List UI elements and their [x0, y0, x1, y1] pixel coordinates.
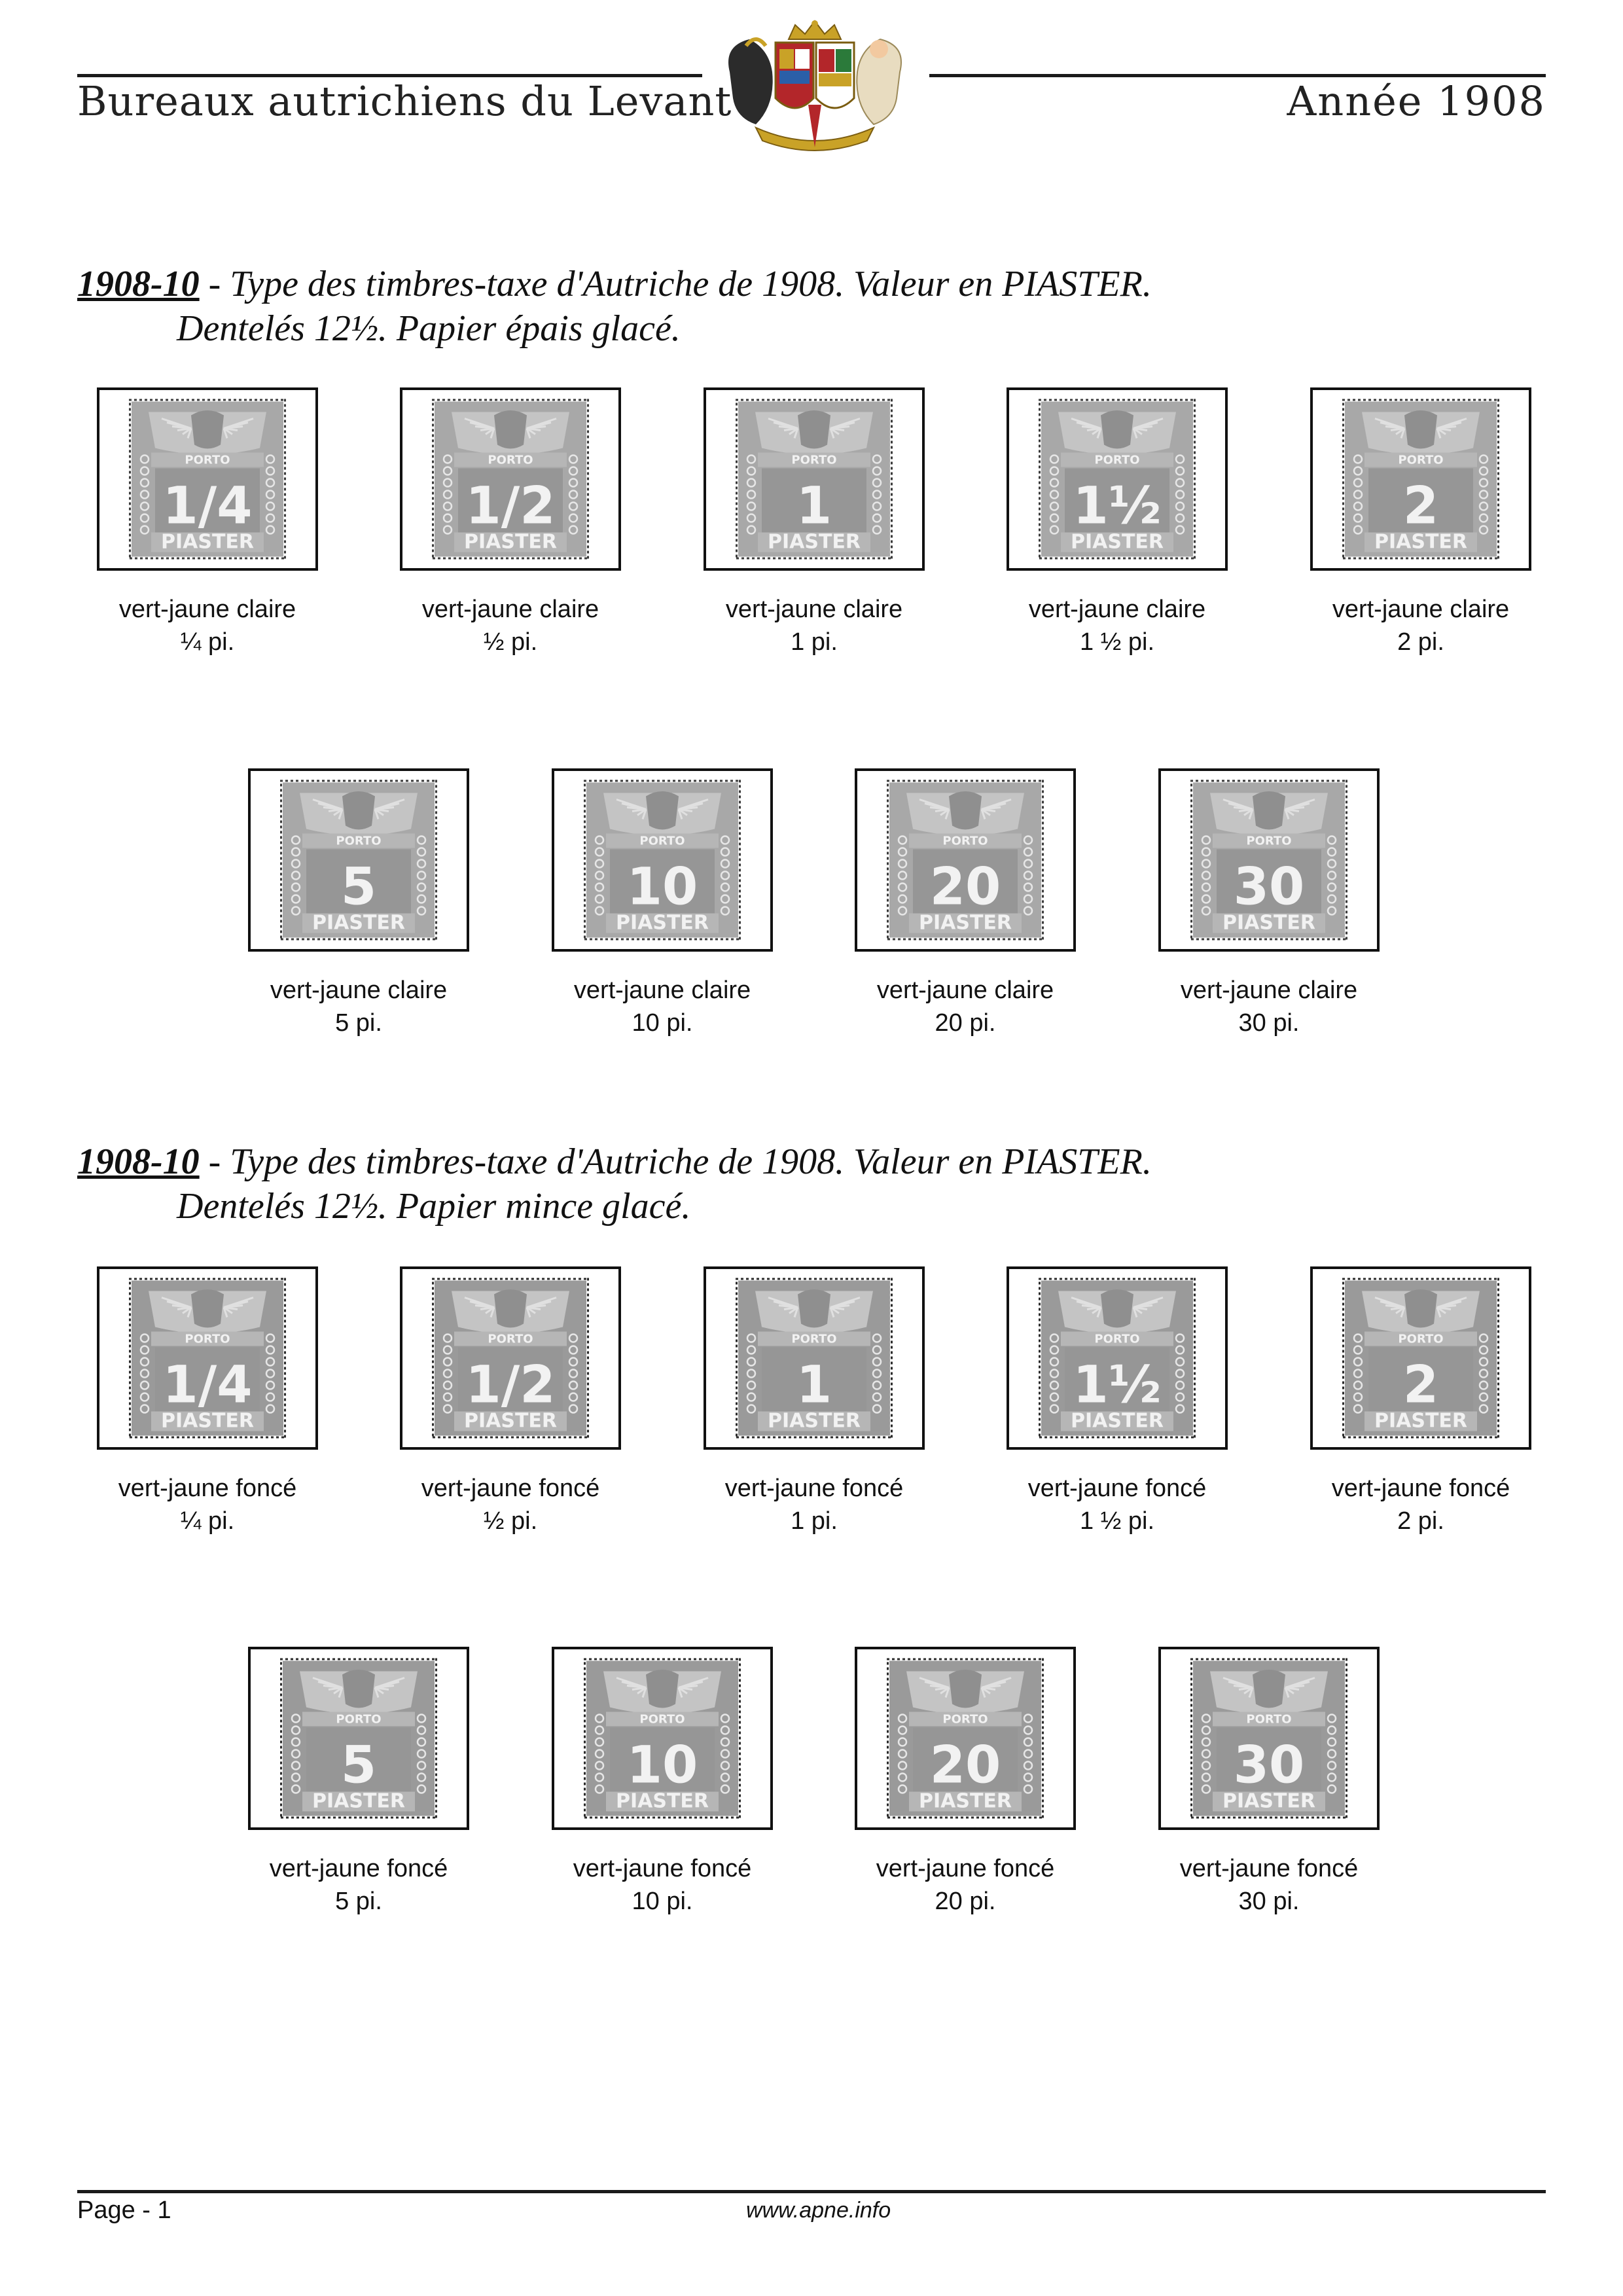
header-right-title: Année 1908 — [1287, 77, 1546, 125]
stamp-caption — [683, 1472, 945, 1537]
stamp-frame — [1158, 1647, 1380, 1830]
stamp-numeral: 30 — [1233, 857, 1305, 917]
stamp-porto-label: PORTO — [1246, 834, 1292, 848]
stamp-value: ¼ pi. — [180, 628, 235, 656]
stamp-porto-label: PORTO — [488, 1332, 533, 1346]
stamp-value: 1 pi. — [791, 1507, 838, 1535]
stamp-currency-label: PIASTER — [1222, 1789, 1316, 1813]
stamp-value: 30 pi. — [1238, 1888, 1300, 1915]
stamp-frame — [1310, 1266, 1531, 1450]
stamp-porto-label: PORTO — [1398, 1332, 1444, 1346]
postage-due-stamp-image — [1190, 780, 1347, 941]
stamp-numeral: 1/2 — [465, 1355, 556, 1415]
stamp-porto-label: PORTO — [942, 1712, 988, 1727]
stamp-currency-label: PIASTER — [160, 1409, 255, 1433]
stamp-frame — [97, 387, 318, 571]
postage-due-stamp-image — [129, 1278, 286, 1439]
stamp-value: ¼ pi. — [180, 1507, 235, 1535]
stamp-numeral: 20 — [929, 1736, 1001, 1795]
stamp-frame — [704, 387, 925, 571]
section-year: 1908-10 — [77, 264, 200, 304]
stamp-currency-label: PIASTER — [463, 1409, 558, 1433]
stamp-caption — [228, 974, 490, 1039]
stamp-numeral: 1/4 — [162, 476, 253, 536]
stamp-value: 1 ½ pi. — [1079, 628, 1155, 656]
stamp-color: vert-jaune claire — [118, 596, 296, 623]
stamp-numeral: 30 — [1233, 1736, 1305, 1795]
stamp-value: 10 pi. — [632, 1888, 693, 1915]
stamp-porto-label: PORTO — [1094, 453, 1140, 467]
stamp-currency-label: PIASTER — [918, 1789, 1012, 1813]
stamp-porto-label: PORTO — [336, 1712, 382, 1727]
stamp-porto-label: PORTO — [942, 834, 988, 848]
stamp-caption — [834, 1852, 1096, 1918]
stamp-color: vert-jaune claire — [1028, 596, 1206, 623]
stamp-caption — [1290, 593, 1552, 658]
postage-due-stamp-image — [1039, 1278, 1196, 1439]
stamp-color: vert-jaune foncé — [724, 1475, 904, 1502]
stamp-numeral: 1/2 — [465, 476, 556, 536]
section-line1: - Type des timbres-taxe d'Autriche de 1908. Valeur en PIASTER. — [199, 1141, 1152, 1182]
stamp-value: 5 pi. — [335, 1888, 382, 1915]
postage-due-stamp-image — [1039, 399, 1196, 560]
header-left-title: Bureaux autrichiens du Levant — [77, 77, 732, 125]
stamp-frame — [248, 1647, 469, 1830]
stamp-porto-label: PORTO — [336, 834, 382, 848]
stamp-color: vert-jaune foncé — [1027, 1475, 1207, 1502]
stamp-frame — [552, 1647, 773, 1830]
stamp-porto-label: PORTO — [791, 1332, 837, 1346]
stamp-porto-label: PORTO — [185, 1332, 230, 1346]
stamp-color: vert-jaune claire — [876, 977, 1054, 1004]
stamp-color: vert-jaune foncé — [876, 1855, 1055, 1882]
stamp-value: 10 pi. — [632, 1009, 693, 1037]
stamp-currency-label: PIASTER — [767, 1409, 861, 1433]
stamp-currency-label: PIASTER — [1374, 530, 1468, 554]
section-year: 1908-10 — [77, 1141, 200, 1182]
stamp-numeral: 10 — [626, 857, 698, 917]
postage-due-stamp-image — [584, 780, 741, 941]
stamp-frame — [1310, 387, 1531, 571]
stamp-caption — [1138, 1852, 1400, 1918]
stamp-color: vert-jaune claire — [1180, 977, 1358, 1004]
stamp-color: vert-jaune claire — [725, 596, 903, 623]
stamp-porto-label: PORTO — [639, 1712, 685, 1727]
stamp-caption — [1290, 1472, 1552, 1537]
stamp-numeral: 1½ — [1073, 476, 1162, 536]
stamp-value: 2 pi. — [1397, 628, 1444, 656]
stamp-currency-label: PIASTER — [1070, 530, 1164, 554]
stamp-frame — [248, 768, 469, 952]
stamp-frame — [855, 768, 1076, 952]
postage-due-stamp-image — [1342, 399, 1499, 560]
postage-due-stamp-image — [1342, 1278, 1499, 1439]
stamp-value: 5 pi. — [335, 1009, 382, 1037]
stamp-caption — [77, 1472, 338, 1537]
stamp-currency-label: PIASTER — [615, 911, 709, 935]
stamp-value: ½ pi. — [483, 1507, 538, 1535]
page-number: Page - 1 — [77, 2197, 171, 2224]
stamp-numeral: 1½ — [1073, 1355, 1162, 1415]
stamp-currency-label: PIASTER — [312, 1789, 406, 1813]
postage-due-stamp-image — [432, 1278, 589, 1439]
stamp-color: vert-jaune foncé — [573, 1855, 752, 1882]
stamp-numeral: 20 — [929, 857, 1001, 917]
stamp-numeral: 5 — [340, 857, 377, 917]
postage-due-stamp-image — [736, 1278, 893, 1439]
stamp-caption — [228, 1852, 490, 1918]
stamp-caption — [1138, 974, 1400, 1039]
stamp-porto-label: PORTO — [1246, 1712, 1292, 1727]
stamp-porto-label: PORTO — [1398, 453, 1444, 467]
section-title — [77, 262, 1152, 351]
stamp-caption — [683, 593, 945, 658]
postage-due-stamp-image — [432, 399, 589, 560]
postage-due-stamp-image — [736, 399, 893, 560]
postage-due-stamp-image — [129, 399, 286, 560]
stamp-numeral: 5 — [340, 1736, 377, 1795]
stamp-caption — [531, 974, 793, 1039]
stamp-porto-label: PORTO — [488, 453, 533, 467]
stamp-color: vert-jaune claire — [1332, 596, 1510, 623]
coat-of-arms-icon — [710, 20, 919, 157]
footer-rule — [77, 2190, 1546, 2193]
stamp-frame — [855, 1647, 1076, 1830]
stamp-caption — [77, 593, 338, 658]
stamp-color: vert-jaune claire — [421, 596, 599, 623]
section-line1: - Type des timbres-taxe d'Autriche de 1908. Valeur en PIASTER. — [199, 264, 1152, 304]
stamp-numeral: 2 — [1402, 1355, 1439, 1415]
section-title — [77, 1139, 1152, 1229]
stamp-frame — [1007, 1266, 1228, 1450]
stamp-porto-label: PORTO — [1094, 1332, 1140, 1346]
stamp-porto-label: PORTO — [639, 834, 685, 848]
stamp-caption — [834, 974, 1096, 1039]
stamp-numeral: 1/4 — [162, 1355, 253, 1415]
stamp-frame — [1007, 387, 1228, 571]
stamp-frame — [400, 387, 621, 571]
stamp-color: vert-jaune claire — [573, 977, 751, 1004]
postage-due-stamp-image — [887, 1659, 1044, 1819]
stamp-currency-label: PIASTER — [1070, 1409, 1164, 1433]
postage-due-stamp-image — [280, 1659, 437, 1819]
postage-due-stamp-image — [1190, 1659, 1347, 1819]
stamp-value: 2 pi. — [1397, 1507, 1444, 1535]
stamp-frame — [400, 1266, 621, 1450]
stamp-value: ½ pi. — [483, 628, 538, 656]
stamp-value: 30 pi. — [1238, 1009, 1300, 1037]
stamp-currency-label: PIASTER — [312, 911, 406, 935]
stamp-value: 1 pi. — [791, 628, 838, 656]
stamp-value: 1 ½ pi. — [1079, 1507, 1155, 1535]
stamp-frame — [1158, 768, 1380, 952]
postage-due-stamp-image — [887, 780, 1044, 941]
stamp-color: vert-jaune foncé — [118, 1475, 297, 1502]
stamp-color: vert-jaune claire — [270, 977, 448, 1004]
stamp-color: vert-jaune foncé — [269, 1855, 448, 1882]
stamp-currency-label: PIASTER — [463, 530, 558, 554]
stamp-caption — [380, 1472, 641, 1537]
stamp-frame — [552, 768, 773, 952]
stamp-numeral: 2 — [1402, 476, 1439, 536]
stamp-color: vert-jaune foncé — [421, 1475, 600, 1502]
stamp-numeral: 1 — [796, 1355, 832, 1415]
stamp-numeral: 10 — [626, 1736, 698, 1795]
stamp-color: vert-jaune foncé — [1179, 1855, 1359, 1882]
stamp-frame — [97, 1266, 318, 1450]
stamp-caption — [531, 1852, 793, 1918]
postage-due-stamp-image — [280, 780, 437, 941]
section-line2: Dentelés 12½. Papier mince glacé. — [177, 1186, 691, 1227]
stamp-caption — [986, 593, 1248, 658]
stamp-currency-label: PIASTER — [767, 530, 861, 554]
stamp-numeral: 1 — [796, 476, 832, 536]
stamp-currency-label: PIASTER — [615, 1789, 709, 1813]
footer-url: www.apne.info — [746, 2198, 891, 2223]
section-line2: Dentelés 12½. Papier épais glacé. — [177, 308, 681, 349]
stamp-caption — [380, 593, 641, 658]
stamp-porto-label: PORTO — [185, 453, 230, 467]
stamp-currency-label: PIASTER — [160, 530, 255, 554]
stamp-color: vert-jaune foncé — [1331, 1475, 1510, 1502]
stamp-value: 20 pi. — [935, 1009, 996, 1037]
stamp-currency-label: PIASTER — [918, 911, 1012, 935]
stamp-porto-label: PORTO — [791, 453, 837, 467]
stamp-caption — [986, 1472, 1248, 1537]
stamp-currency-label: PIASTER — [1222, 911, 1316, 935]
stamp-currency-label: PIASTER — [1374, 1409, 1468, 1433]
postage-due-stamp-image — [584, 1659, 741, 1819]
stamp-frame — [704, 1266, 925, 1450]
stamp-value: 20 pi. — [935, 1888, 996, 1915]
